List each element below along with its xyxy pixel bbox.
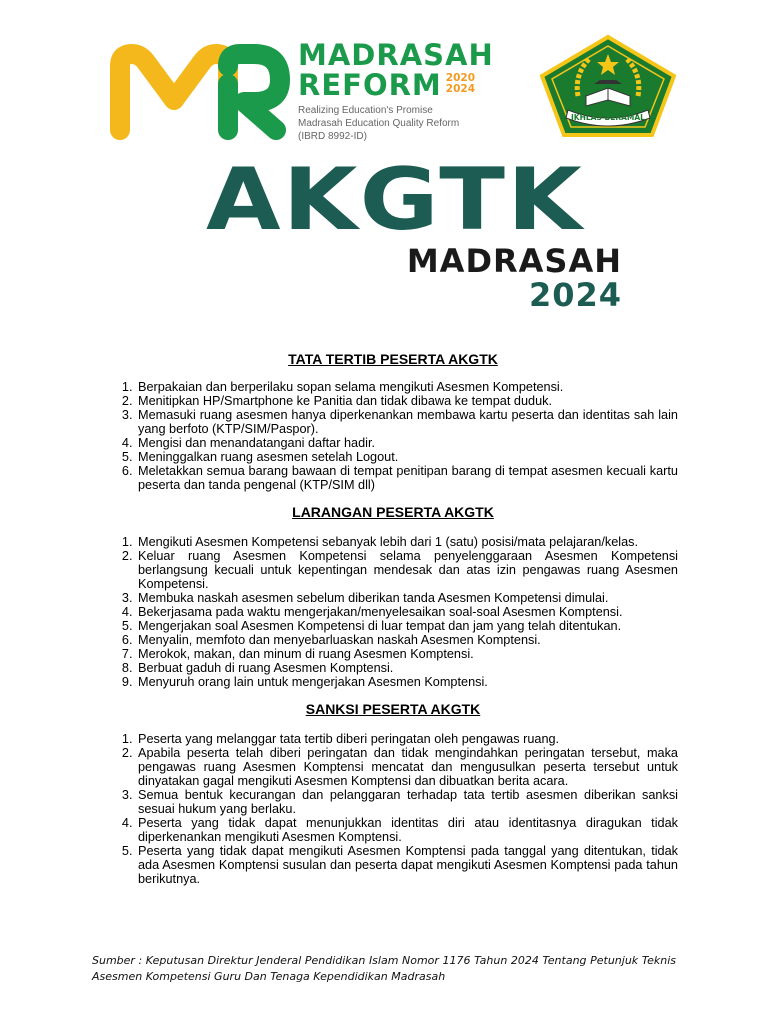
source-citation: Sumber : Keputusan Direktur Jenderal Pendidikan Islam Nomor 1176 Tahun 2024 Tentang Petunjuk Teknis Asesmen Kompetensi Guru Dan Tenaga Kependidikan Madrasah <box>92 954 676 983</box>
madrasah-reform-wordmark <box>298 40 508 143</box>
list-item: 3. Semua bentuk kecurangan dan pelanggaran terhadap tata tertib asesmen diberikan sanksi sesuai hukum yang berlaku. <box>136 788 678 816</box>
list-sanksi <box>108 732 678 886</box>
section-title-sanksi: SANKSI PESERTA AKGTK <box>305 701 481 717</box>
mr-tagline-1: Realizing Education's Promise <box>298 105 433 116</box>
list-item: 5. Meninggalkan ruang asesmen setelah Logout. <box>136 450 678 464</box>
madrasah-reform-logo-icon <box>104 44 294 140</box>
mr-year-start: 2020 <box>445 72 476 84</box>
section-title-larangan: LARANGAN PESERTA AKGTK <box>292 504 494 520</box>
list-item: 2. Apabila peserta telah diberi peringatan dan tidak mengindahkan peringatan tersebut, maka pengawas ruang Asesmen Komptensi mencatat dan mengusulkan peserta tersebut untuk dinyatakan gagal mengikuti Asesmen Komptensi dan dibuatkan berita acara. <box>136 746 678 788</box>
page-subtitle: MADRASAH <box>406 242 622 280</box>
list-item: 5. Peserta yang tidak dapat mengikuti Asesmen Komptensi pada tanggal yang ditentukan, tidak ada Asesmen Komptensi susulan dan peserta dapat mengikuti Asesmen Komptensi pada tahun berikutnya. <box>136 844 678 886</box>
list-item: 7. Merokok, makan, dan minum di ruang Asesmen Komptensi. <box>136 647 678 661</box>
list-item: 1. Mengikuti Asesmen Kompetensi sebanyak lebih dari 1 (satu) posisi/mata pelajaran/kelas. <box>136 535 678 549</box>
list-tata-tertib <box>108 380 678 492</box>
list-item: 1. Berpakaian dan berperilaku sopan selama mengikuti Asesmen Kompetensi. <box>136 380 678 394</box>
list-item: 3. Membuka naskah asesmen sebelum diberikan tanda Asesmen Kompetensi dimulai. <box>136 591 678 605</box>
list-item: 6. Menyalin, memfoto dan menyebarluaskan naskah Asesmen Komptensi. <box>136 633 678 647</box>
list-item: 5. Mengerjakan soal Asesmen Kompetensi di luar tempat dan jam yang telah ditentukan. <box>136 619 678 633</box>
list-item: 4. Mengisi dan menandatangani daftar hadir. <box>136 436 678 450</box>
mr-line2: REFORM <box>298 68 442 102</box>
mr-years <box>446 73 475 95</box>
list-item: 3. Memasuki ruang asesmen hanya diperkenankan membawa kartu peserta dan identitas sah lain yang berfoto (KTP/SIM/Paspor). <box>136 408 678 436</box>
list-item: 8. Berbuat gaduh di ruang Asesmen Komptensi. <box>136 661 678 675</box>
list-item: 2. Menitipkan HP/Smartphone ke Panitia dan tidak dibawa ke tempat duduk. <box>136 394 678 408</box>
mr-tagline <box>298 104 508 143</box>
list-item: 4. Peserta yang tidak dapat menunjukkan identitas diri atau identitasnya diragukan tidak diperkenankan mengikuti Asesmen Komptensi. <box>136 816 678 844</box>
mr-line1: MADRASAH <box>298 38 494 72</box>
page-title: AKGTK <box>205 150 585 250</box>
emblem-ribbon-text: IKHLAS BERAMAL <box>571 113 645 122</box>
mr-year-end: 2024 <box>445 83 476 95</box>
mr-tagline-2: Madrasah Education Quality Reform <box>298 118 460 129</box>
list-item: 9. Menyuruh orang lain untuk mengerjakan Asesmen Komptensi. <box>136 675 678 689</box>
section-title-tata-tertib: TATA TERTIB PESERTA AKGTK <box>288 351 498 367</box>
list-item: 2. Keluar ruang Asesmen Kompetensi selama penyelenggaraan Asesmen Kompetensi berlangsung kecuali untuk kepentingan mendesak dan atas izin pengawas ruang Asesmen Kompetensi. <box>136 549 678 591</box>
rules-content <box>108 350 678 886</box>
list-larangan <box>108 535 678 689</box>
kemenag-emblem-icon <box>538 34 678 138</box>
list-item: 6. Meletakkan semua barang bawaan di tempat penitipan barang di tempat asesmen kecuali kartu peserta dan tanda pengenal (KTP/SIM dll) <box>136 464 678 492</box>
list-item: 4. Bekerjasama pada waktu mengerjakan/menyelesaikan soal-soal Asesmen Komptensi. <box>136 605 678 619</box>
page-year: 2024 <box>528 276 622 314</box>
list-item: 1. Peserta yang melanggar tata tertib diberi peringatan oleh pengawas ruang. <box>136 732 678 746</box>
mr-tagline-3: (IBRD 8992-ID) <box>298 131 367 142</box>
